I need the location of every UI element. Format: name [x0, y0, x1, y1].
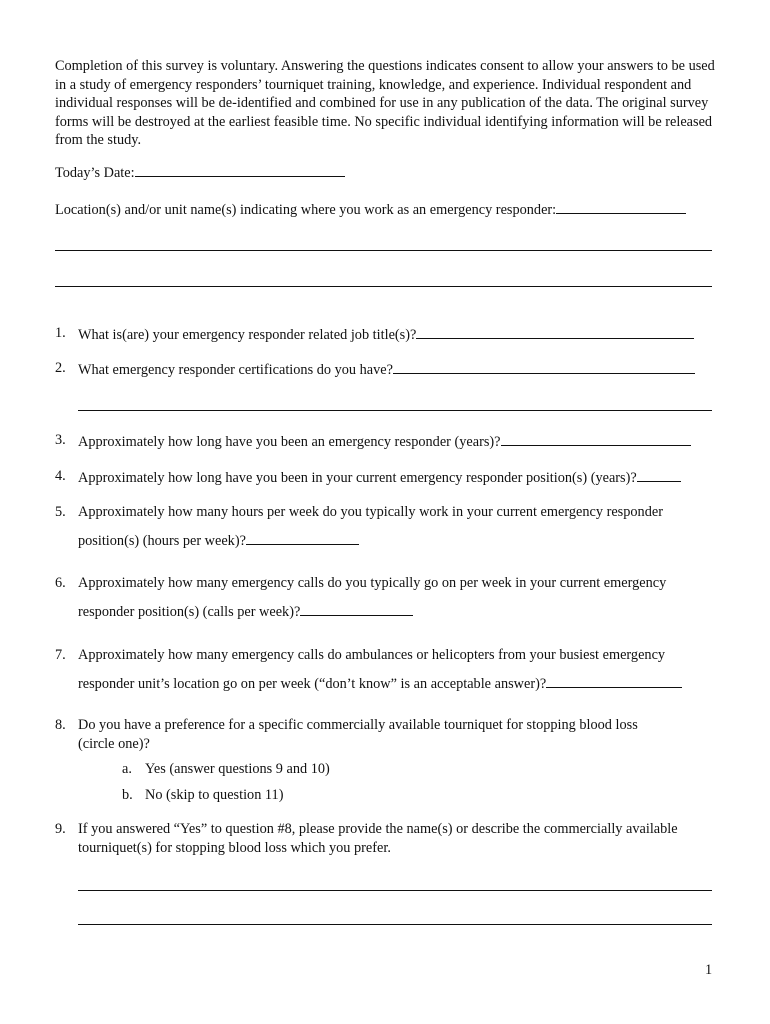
question-2: [78, 360, 695, 379]
question-5-line-1: Approximately how many hours per week do you typically work in your current emergency responder: [78, 504, 663, 520]
location-line-3[interactable]: [55, 286, 712, 287]
question-8-line-2: (circle one)?: [78, 736, 150, 752]
question-3-number: 3.: [55, 432, 66, 448]
option-b-no[interactable]: No (skip to question 11): [145, 787, 284, 803]
question-5-number: 5.: [55, 504, 66, 520]
consent-paragraph: Completion of this survey is voluntary. Answering the questions indicates consent to allow your answers to be used in a study of emergency responders’ tourniquet training, knowledge, and experience. Individual respondent and individual responses will be de-identified and combined for use in any publication of the data. The original survey forms will be destroyed at the earliest feasible time. No specific individual identifying information will be released from the study.: [55, 58, 715, 148]
location-field[interactable]: [556, 200, 686, 214]
question-3-field[interactable]: [501, 432, 691, 446]
question-9-line-1: If you answered “Yes” to question #8, please provide the name(s) or describe the commercially available: [78, 821, 678, 837]
date-row: [55, 163, 345, 182]
question-2-field[interactable]: [393, 360, 695, 374]
question-7-field[interactable]: [546, 674, 682, 688]
question-3: [78, 432, 691, 451]
question-4-field[interactable]: [637, 468, 681, 482]
question-6-line-2: [78, 602, 413, 621]
question-2-number: 2.: [55, 360, 66, 376]
question-5-line-2: [78, 531, 359, 550]
question-5-field[interactable]: [246, 531, 359, 545]
question-8-number: 8.: [55, 717, 66, 733]
question-9-line-2: tourniquet(s) for stopping blood loss which you prefer.: [78, 840, 391, 856]
page-number: 1: [705, 962, 713, 978]
date-label: Today’s Date:: [55, 165, 135, 181]
question-6-number: 6.: [55, 575, 66, 591]
question-8-line-1: Do you have a preference for a specific commercially available tourniquet for stopping blood loss: [78, 717, 638, 733]
question-2-line-2[interactable]: [78, 410, 712, 411]
question-6-field[interactable]: [300, 602, 413, 616]
question-2-text: What emergency responder certifications do you have?: [78, 362, 393, 378]
question-9-answer-line-1[interactable]: [78, 890, 712, 891]
question-1-number: 1.: [55, 325, 66, 341]
question-9-answer-line-2[interactable]: [78, 924, 712, 925]
question-4-text: Approximately how long have you been in your current emergency responder position(s) (years)?: [78, 470, 637, 486]
question-1: [78, 325, 694, 344]
option-a-yes[interactable]: Yes (answer questions 9 and 10): [145, 761, 330, 777]
location-label: Location(s) and/or unit name(s) indicating where you work as an emergency responder:: [55, 202, 557, 218]
location-row: [55, 200, 686, 219]
option-b-letter: b.: [122, 787, 133, 803]
question-6-text-2: responder position(s) (calls per week)?: [78, 604, 301, 620]
question-9-number: 9.: [55, 821, 66, 837]
question-7-text-2: responder unit’s location go on per week (“don’t know” is an acceptable answer)?: [78, 676, 547, 692]
question-5-text-2: position(s) (hours per week)?: [78, 533, 246, 549]
question-7-number: 7.: [55, 647, 66, 663]
date-field[interactable]: [135, 163, 345, 177]
question-7-line-1: Approximately how many emergency calls do ambulances or helicopters from your busiest emergency: [78, 647, 666, 663]
question-4: [78, 468, 681, 487]
question-1-text: What is(are) your emergency responder related job title(s)?: [78, 327, 417, 343]
question-3-text: Approximately how long have you been an emergency responder (years)?: [78, 434, 501, 450]
location-line-2[interactable]: [55, 250, 712, 251]
option-a-letter: a.: [122, 761, 132, 777]
question-7-line-2: [78, 674, 682, 693]
question-4-number: 4.: [55, 468, 66, 484]
question-6-line-1: Approximately how many emergency calls do you typically go on per week in your current emergency: [78, 575, 667, 591]
question-1-field[interactable]: [416, 325, 694, 339]
